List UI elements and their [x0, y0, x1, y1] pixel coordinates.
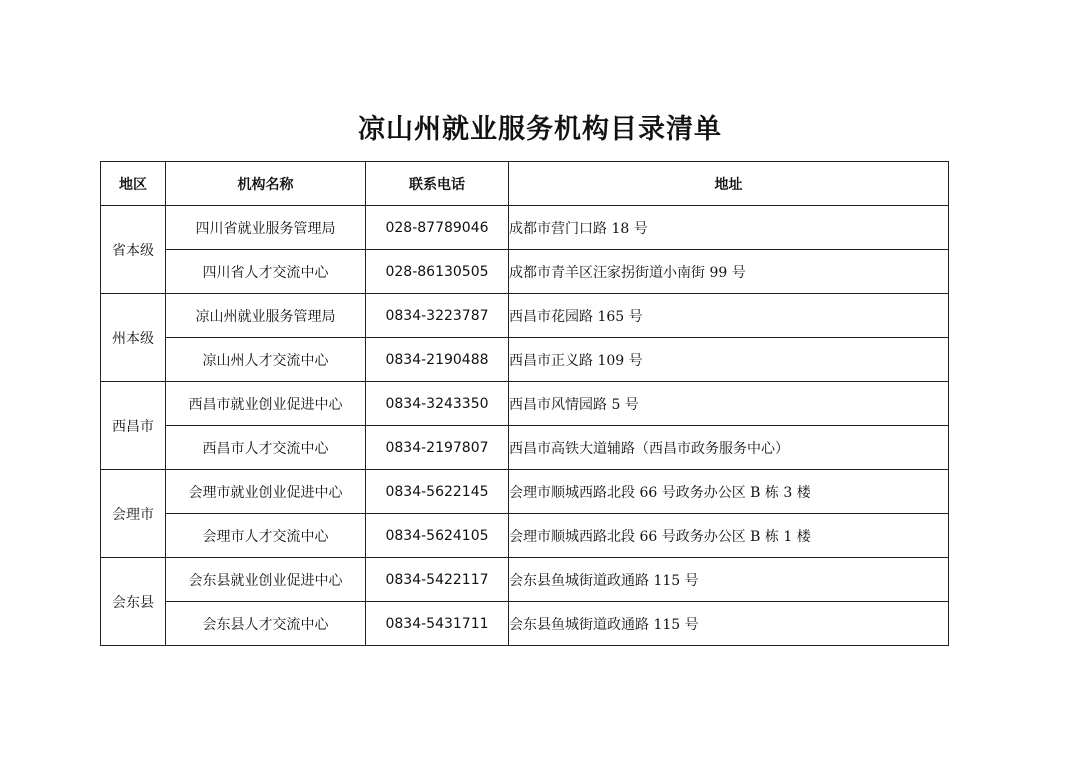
- header-org-name: 机构名称: [166, 162, 366, 206]
- address-cell: 会东县鱼城街道政通路 115 号: [509, 602, 949, 646]
- address-cell: 西昌市高铁大道辅路（西昌市政务服务中心）: [509, 426, 949, 470]
- org-name-cell: 会理市人才交流中心: [166, 514, 366, 558]
- directory-table: [100, 161, 949, 646]
- region-cell: 西昌市: [101, 382, 166, 470]
- address-cell: 会理市顺城西路北段 66 号政务办公区 B 栋 1 楼: [509, 514, 949, 558]
- address-cell: 西昌市正义路 109 号: [509, 338, 949, 382]
- org-name-cell: 凉山州人才交流中心: [166, 338, 366, 382]
- phone-cell: 0834-5422117: [366, 558, 509, 602]
- org-name-cell: 西昌市人才交流中心: [166, 426, 366, 470]
- phone-cell: 028-86130505: [366, 250, 509, 294]
- org-name-cell: 四川省人才交流中心: [166, 250, 366, 294]
- phone-cell: 0834-5431711: [366, 602, 509, 646]
- address-cell: 会东县鱼城街道政通路 115 号: [509, 558, 949, 602]
- table-row: [101, 602, 949, 646]
- org-name-cell: 会东县就业创业促进中心: [166, 558, 366, 602]
- header-region: 地区: [101, 162, 166, 206]
- table-row: [101, 294, 949, 338]
- phone-cell: 0834-2190488: [366, 338, 509, 382]
- table-row: [101, 514, 949, 558]
- table-row: [101, 382, 949, 426]
- org-name-cell: 西昌市就业创业促进中心: [166, 382, 366, 426]
- table-row: [101, 206, 949, 250]
- table-row: [101, 558, 949, 602]
- region-cell: 省本级: [101, 206, 166, 294]
- address-cell: 成都市营门口路 18 号: [509, 206, 949, 250]
- address-cell: 西昌市风情园路 5 号: [509, 382, 949, 426]
- phone-cell: 028-87789046: [366, 206, 509, 250]
- header-row: [101, 162, 949, 206]
- address-cell: 成都市青羊区汪家拐街道小南街 99 号: [509, 250, 949, 294]
- header-address: 地址: [509, 162, 949, 206]
- phone-cell: 0834-2197807: [366, 426, 509, 470]
- address-cell: 西昌市花园路 165 号: [509, 294, 949, 338]
- region-cell: 州本级: [101, 294, 166, 382]
- org-name-cell: 凉山州就业服务管理局: [166, 294, 366, 338]
- page-title: 凉山州就业服务机构目录清单: [358, 114, 722, 145]
- phone-cell: 0834-5624105: [366, 514, 509, 558]
- table-row: [101, 338, 949, 382]
- table-row: [101, 250, 949, 294]
- table-row: [101, 426, 949, 470]
- phone-cell: 0834-3223787: [366, 294, 509, 338]
- org-name-cell: 会理市就业创业促进中心: [166, 470, 366, 514]
- address-cell: 会理市顺城西路北段 66 号政务办公区 B 栋 3 楼: [509, 470, 949, 514]
- org-name-cell: 四川省就业服务管理局: [166, 206, 366, 250]
- phone-cell: 0834-3243350: [366, 382, 509, 426]
- table-row: [101, 470, 949, 514]
- region-cell: 会东县: [101, 558, 166, 646]
- region-cell: 会理市: [101, 470, 166, 558]
- phone-cell: 0834-5622145: [366, 470, 509, 514]
- org-name-cell: 会东县人才交流中心: [166, 602, 366, 646]
- header-phone: 联系电话: [366, 162, 509, 206]
